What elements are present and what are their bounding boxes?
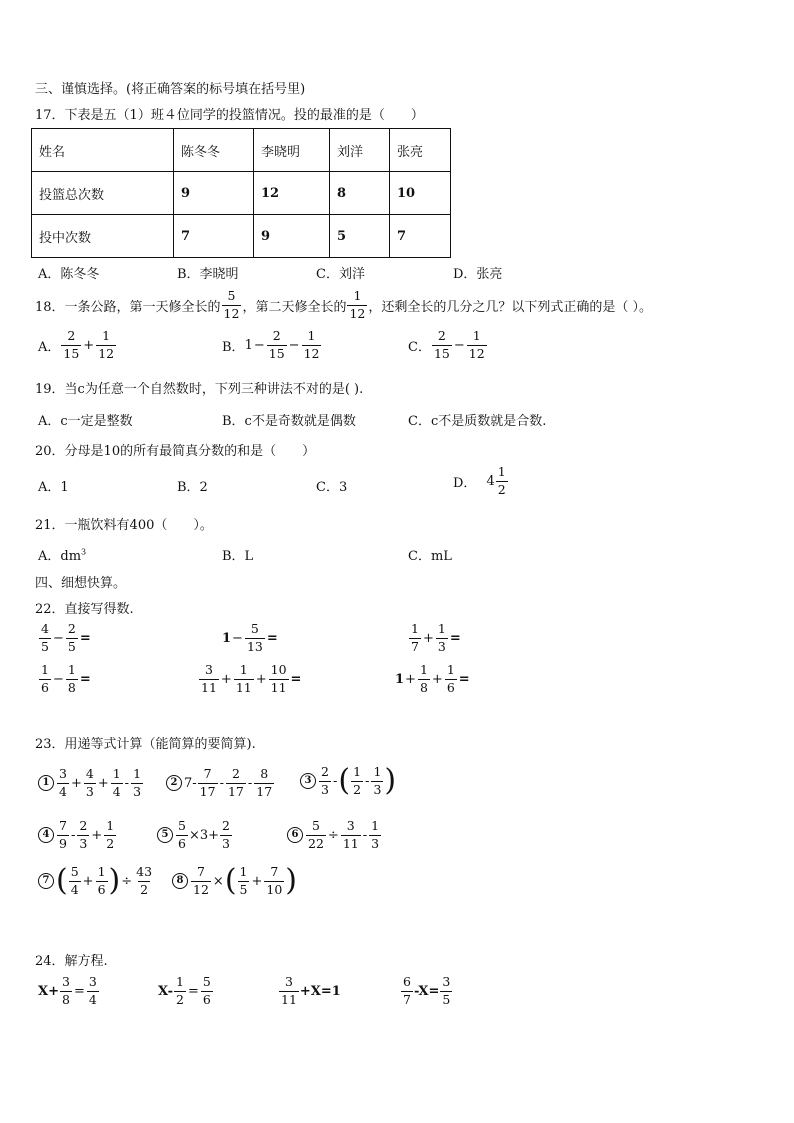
- fraction: [432, 330, 452, 360]
- circled-number: 6: [287, 827, 303, 843]
- option-a: A．c一定是整数: [38, 414, 133, 429]
- denominator: 8: [67, 679, 76, 695]
- variable: X-: [158, 983, 174, 999]
- operator: +: [422, 630, 434, 646]
- section-title: 四、细想快算。: [35, 576, 127, 591]
- denominator: 3: [371, 835, 380, 851]
- fraction: [401, 976, 413, 1006]
- number: 1: [222, 630, 232, 646]
- operator: +: [70, 775, 82, 791]
- denominator: 12: [303, 345, 320, 361]
- option-b: B．c不是奇数就是偶数: [222, 414, 356, 429]
- option-c: C．3: [316, 480, 348, 495]
- denominator: 5: [67, 638, 76, 654]
- numerator: 1: [67, 662, 76, 677]
- left-paren: (: [338, 763, 351, 798]
- operator: +: [220, 671, 232, 687]
- numerator: 2: [222, 818, 230, 833]
- number: 7-: [184, 775, 197, 791]
- fraction: [245, 623, 265, 653]
- fraction: [269, 664, 289, 694]
- fraction: [302, 330, 322, 360]
- denominator: 7: [403, 991, 411, 1007]
- option-b: B．2: [177, 480, 208, 495]
- option-d: D．张亮: [453, 267, 503, 282]
- circled-number: 1: [38, 775, 54, 791]
- denominator: 11: [281, 991, 297, 1007]
- shooting-table: [31, 128, 451, 258]
- fraction: [111, 768, 123, 798]
- table-cell: 姓名: [32, 129, 174, 172]
- numerator: 5: [227, 288, 236, 303]
- numerator: 1: [419, 662, 428, 677]
- denominator: 8: [61, 991, 70, 1007]
- numerator: 1: [133, 766, 142, 781]
- denominator: 2: [106, 835, 115, 851]
- expression-6: [287, 820, 382, 850]
- equals: =: [79, 671, 91, 687]
- numerator: 1: [373, 764, 382, 779]
- equals: =: [266, 630, 278, 646]
- numerator: 2: [231, 766, 240, 781]
- operator: -: [247, 775, 253, 791]
- numerator: 1: [353, 288, 362, 303]
- table-row: [32, 129, 451, 172]
- table-cell: 7: [390, 215, 451, 258]
- expression-5: [157, 820, 233, 850]
- section-title: 三、谨慎选择。(将正确答案的标号填在括号里): [35, 82, 306, 97]
- variable: X+: [38, 983, 59, 999]
- equation-tail: +X=1: [299, 983, 341, 999]
- question-23-text: 23．用递等式计算（能简算的要简算).: [35, 737, 256, 752]
- numerator: 1: [437, 621, 446, 636]
- operator: -: [70, 827, 76, 843]
- table-cell: 9: [174, 172, 254, 215]
- option-b: B．L: [222, 549, 254, 564]
- numerator: 1: [472, 328, 481, 343]
- fraction: [222, 290, 242, 320]
- operator: −: [288, 337, 300, 353]
- denominator: 3: [373, 781, 382, 797]
- numerator: 3: [204, 662, 213, 677]
- circled-number: 8: [172, 873, 188, 889]
- equation-2: [158, 976, 214, 1006]
- numerator: 6: [403, 974, 411, 989]
- denominator: 3: [437, 638, 446, 654]
- option-c: [408, 330, 488, 360]
- denominator: 3: [85, 783, 94, 799]
- expression: [222, 623, 279, 653]
- expression: [408, 623, 462, 653]
- operator: +: [97, 775, 109, 791]
- circled-number: 5: [157, 827, 173, 843]
- option-a: [38, 545, 86, 564]
- denominator: 11: [201, 679, 217, 695]
- option-c: C．刘洋: [316, 267, 365, 282]
- question-20-text: 20．分母是10的所有最简真分数的和是（ ）: [35, 444, 316, 459]
- equation-4: [400, 976, 453, 1006]
- denominator: 17: [227, 783, 244, 799]
- fraction: [69, 866, 81, 896]
- option-c: C．c不是质数就是合数.: [408, 414, 547, 429]
- fraction: [66, 664, 78, 694]
- denominator: 12: [349, 305, 366, 321]
- fraction: [264, 866, 284, 896]
- denominator: 5: [239, 881, 248, 897]
- operator: -: [219, 775, 224, 791]
- fraction: [496, 466, 508, 496]
- question-19-text: 19．当c为任意一个自然数时，下列三种讲法不对的是( ).: [35, 382, 364, 397]
- numerator: 3: [59, 766, 67, 781]
- number: 1: [244, 337, 253, 353]
- circled-number: 4: [38, 827, 54, 843]
- fraction: [418, 664, 430, 694]
- equals: =: [187, 983, 199, 999]
- denominator: 3: [133, 783, 142, 799]
- fraction: [436, 623, 448, 653]
- numerator: 1: [176, 974, 184, 989]
- numerator: 1: [239, 864, 248, 879]
- fraction: [96, 866, 108, 896]
- superscript: 3: [81, 547, 87, 557]
- operator: -: [365, 773, 370, 789]
- fraction: [347, 290, 367, 320]
- question-21-text: 21．一瓶饮料有400（ ）。: [35, 518, 213, 533]
- numerator: 1: [411, 621, 419, 636]
- fraction: [279, 976, 299, 1006]
- fraction: [77, 820, 89, 850]
- fraction: [57, 768, 69, 798]
- table-cell: 8: [330, 172, 390, 215]
- denominator: 4: [70, 881, 79, 897]
- numerator: 3: [284, 974, 293, 989]
- operator: +: [83, 337, 95, 353]
- number: 1: [395, 671, 405, 687]
- fraction: [176, 820, 188, 850]
- operator: -: [332, 773, 338, 789]
- operator: ÷: [121, 873, 133, 889]
- fraction: [134, 866, 154, 896]
- expression: [38, 623, 92, 653]
- option-d: [453, 466, 509, 496]
- equals: =: [290, 671, 302, 687]
- denominator: 9: [59, 835, 67, 851]
- operator: −: [52, 671, 64, 687]
- fraction: [306, 820, 326, 850]
- denominator: 12: [193, 881, 209, 897]
- numerator: 1: [41, 662, 49, 677]
- option-label: A．dm: [38, 549, 82, 564]
- fraction: [87, 976, 99, 1006]
- option-a: A．陈冬冬: [38, 267, 100, 282]
- option-c: C．mL: [408, 549, 452, 564]
- denominator: 12: [468, 345, 485, 361]
- expression-2: [166, 768, 275, 798]
- denominator: 6: [97, 881, 106, 897]
- fraction: [220, 820, 232, 850]
- denominator: 11: [342, 835, 359, 851]
- numerator: 10: [270, 662, 287, 677]
- option-label: C．: [408, 339, 431, 355]
- expression-4: [38, 820, 117, 850]
- fraction: [445, 664, 457, 694]
- denominator: 2: [497, 481, 506, 497]
- fraction: [66, 623, 78, 653]
- numerator: 8: [260, 766, 269, 781]
- question-18-text: [35, 290, 652, 320]
- numerator: 43: [136, 864, 153, 879]
- fraction: [198, 768, 218, 798]
- numerator: 7: [196, 864, 205, 879]
- circled-number: 3: [300, 773, 316, 789]
- denominator: 10: [266, 881, 283, 897]
- table-row: [32, 172, 451, 215]
- numerator: 3: [88, 974, 97, 989]
- table-cell: 刘洋: [330, 129, 390, 172]
- right-paren: ): [285, 863, 298, 898]
- fraction: [96, 330, 116, 360]
- denominator: 5: [442, 991, 451, 1007]
- fraction: [226, 768, 246, 798]
- expression: [395, 664, 471, 694]
- numerator: 1: [307, 328, 316, 343]
- numerator: 7: [59, 818, 67, 833]
- fraction: [267, 330, 287, 360]
- equals: =: [73, 983, 85, 999]
- fraction: [440, 976, 452, 1006]
- operator: −: [52, 630, 64, 646]
- circled-number: 2: [166, 775, 182, 791]
- equals: =: [449, 630, 461, 646]
- fraction: [39, 623, 51, 653]
- denominator: 17: [199, 783, 216, 799]
- denominator: 3: [222, 835, 230, 851]
- operator: ÷: [327, 827, 339, 843]
- question-24-text: 24．解方程.: [35, 954, 108, 969]
- operator: +: [405, 671, 416, 687]
- denominator: 6: [41, 679, 49, 695]
- numerator: 1: [106, 818, 115, 833]
- question-17-text: 17．下表是五（1）班４位同学的投篮情况。投的最准的是（ ）: [35, 108, 424, 123]
- fraction: [174, 976, 186, 1006]
- denominator: 6: [446, 679, 455, 695]
- denominator: 2: [176, 991, 184, 1007]
- fraction: [60, 976, 72, 1006]
- circled-number: 7: [38, 873, 54, 889]
- fraction: [369, 820, 381, 850]
- equals: =: [79, 630, 91, 646]
- denominator: 13: [246, 638, 263, 654]
- fraction: [199, 664, 219, 694]
- fraction: [234, 664, 254, 694]
- operator: −: [232, 630, 243, 646]
- fraction: [201, 976, 213, 1006]
- fraction: [104, 820, 116, 850]
- expression-8: [172, 863, 298, 898]
- operator: −: [253, 337, 265, 353]
- fraction: [84, 768, 96, 798]
- fraction: [238, 866, 250, 896]
- numerator: 5: [70, 864, 79, 879]
- denominator: 15: [268, 345, 285, 361]
- operator: +: [251, 873, 263, 889]
- numerator: 2: [67, 328, 76, 343]
- table-cell: 张亮: [390, 129, 451, 172]
- numerator: 2: [79, 818, 88, 833]
- table-cell: 投篮总次数: [32, 172, 174, 215]
- operator: +: [255, 671, 267, 687]
- operator: -: [362, 827, 368, 843]
- expression: [38, 664, 92, 694]
- denominator: 4: [59, 783, 67, 799]
- question-22-text: 22．直接写得数.: [35, 602, 134, 617]
- denominator: 11: [235, 679, 252, 695]
- numerator: 4: [41, 621, 49, 636]
- numerator: 3: [346, 818, 355, 833]
- option-label: D．: [453, 475, 477, 491]
- denominator: 4: [88, 991, 97, 1007]
- option-label: A．: [38, 339, 61, 355]
- table-cell: 陈冬冬: [174, 129, 254, 172]
- table-cell: 李晓明: [254, 129, 330, 172]
- table-cell: 投中次数: [32, 215, 174, 258]
- denominator: 17: [256, 783, 273, 799]
- operator: -: [124, 775, 130, 791]
- numerator: 1: [371, 818, 380, 833]
- numerator: 1: [353, 764, 362, 779]
- denominator: 3: [321, 781, 329, 797]
- fraction: [371, 766, 383, 796]
- numerator: 5: [178, 818, 186, 833]
- denominator: 2: [353, 781, 362, 797]
- operator: +: [91, 827, 103, 843]
- table-row: [32, 215, 451, 258]
- denominator: 15: [63, 345, 80, 361]
- numerator: 1: [97, 864, 106, 879]
- numerator: 2: [437, 328, 446, 343]
- equation-1: [38, 976, 100, 1006]
- operator: ×: [212, 873, 224, 889]
- whole-number: 4: [486, 473, 495, 489]
- denominator: 2: [140, 881, 149, 897]
- fraction: [351, 766, 363, 796]
- option-a: [38, 330, 117, 360]
- numerator: 2: [272, 328, 281, 343]
- fraction: [131, 768, 143, 798]
- table-cell: 12: [254, 172, 330, 215]
- numerator: 1: [497, 464, 506, 479]
- fraction: [191, 866, 211, 896]
- fraction: [341, 820, 361, 850]
- numerator: 1: [102, 328, 111, 343]
- denominator: 22: [308, 835, 324, 851]
- denominator: 15: [433, 345, 450, 361]
- denominator: 6: [178, 835, 186, 851]
- table-cell: 9: [254, 215, 330, 258]
- option-label: B．: [222, 339, 245, 355]
- right-paren: ): [108, 863, 121, 898]
- expression-1: [38, 768, 144, 798]
- table-cell: 10: [390, 172, 451, 215]
- expression: [198, 664, 302, 694]
- numerator: 4: [85, 766, 94, 781]
- denominator: 8: [419, 679, 428, 695]
- numerator: 1: [239, 662, 248, 677]
- numerator: 3: [61, 974, 70, 989]
- expression-7: [38, 863, 155, 898]
- fraction: [254, 768, 274, 798]
- text-part: ，第二天修全长的: [242, 299, 347, 315]
- option-a: A．1: [38, 480, 69, 495]
- left-paren: (: [224, 863, 237, 898]
- operator: +: [431, 671, 443, 687]
- fraction: [39, 664, 51, 694]
- denominator: 12: [98, 345, 115, 361]
- operator: −: [453, 337, 465, 353]
- option-b: B．李晓明: [177, 267, 239, 282]
- numerator: 5: [202, 974, 211, 989]
- numerator: 7: [270, 864, 279, 879]
- operator: ×3+: [188, 827, 220, 843]
- denominator: 4: [112, 783, 121, 799]
- operator: +: [82, 873, 94, 889]
- text-part: ，还剩全长的几分之几？以下列式正确的是（ ）。: [368, 299, 653, 315]
- denominator: 7: [411, 638, 419, 654]
- numerator: 1: [112, 766, 121, 781]
- fraction: [409, 623, 421, 653]
- fraction: [57, 820, 69, 850]
- fraction: [61, 330, 81, 360]
- numerator: 2: [321, 764, 329, 779]
- left-paren: (: [56, 863, 68, 898]
- denominator: 6: [202, 991, 211, 1007]
- denominator: 5: [41, 638, 49, 654]
- option-b: [222, 330, 322, 360]
- expression-3: [300, 763, 397, 798]
- fraction: [467, 330, 487, 360]
- text-part: 18．一条公路，第一天修全长的: [35, 299, 221, 315]
- equation-3: [278, 976, 341, 1006]
- denominator: 12: [223, 305, 240, 321]
- numerator: 1: [446, 662, 455, 677]
- fraction: [319, 766, 331, 796]
- numerator: 7: [203, 766, 212, 781]
- numerator: 5: [311, 818, 320, 833]
- variable: -X=: [413, 983, 440, 999]
- numerator: 3: [442, 974, 451, 989]
- table-cell: 7: [174, 215, 254, 258]
- right-paren: ): [384, 763, 397, 798]
- numerator: 2: [67, 621, 76, 636]
- denominator: 3: [79, 835, 88, 851]
- table-cell: 5: [330, 215, 390, 258]
- equals: =: [458, 671, 470, 687]
- denominator: 11: [270, 679, 287, 695]
- numerator: 5: [250, 621, 259, 636]
